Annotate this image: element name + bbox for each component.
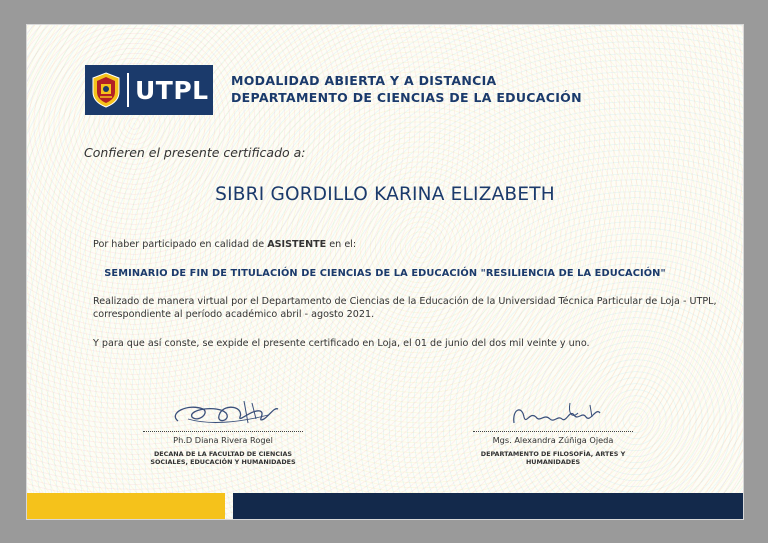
signer-title-line-1: DEPARTAMENTO DE FILOSOFÍA, ARTES Y	[480, 450, 626, 458]
signer-title-line-2: HUMANIDADES	[525, 458, 581, 466]
header-line-2: DEPARTAMENTO DE CIENCIAS DE LA EDUCACIÓN	[231, 90, 582, 105]
signature-image	[478, 395, 628, 431]
signature-block-department	[443, 395, 663, 466]
signer-name: Ph.D Diana Rivera Rogel	[173, 435, 273, 445]
university-crest-icon	[91, 72, 121, 108]
participation-text	[93, 238, 733, 251]
seminar-title: SEMINARIO DE FIN DE TITULACIÓN DE CIENCIAS DE LA EDUCACIÓN "RESILIENCIA DE LA EDUCACIÓN"	[104, 268, 666, 279]
header	[231, 72, 582, 106]
logo-text: UTPL	[135, 75, 209, 105]
signature-image	[148, 395, 298, 431]
signer-name: Mgs. Alexandra Zúñiga Ojeda	[492, 435, 614, 445]
certificate	[26, 24, 744, 520]
conferral-text: Confieren el presente certificado a:	[84, 145, 306, 160]
signature-line	[143, 431, 303, 432]
logo-divider	[127, 73, 129, 107]
signer-title	[113, 450, 333, 466]
signature-block-dean	[113, 395, 333, 466]
realization-text: Realizado de manera virtual por el Departamento de Ciencias de la Educación de la Universidad Técnica Particular de Loja - UTPL, correspondiente al período académico abril - agosto 2021.	[93, 296, 717, 320]
participation-role: ASISTENTE	[267, 239, 327, 250]
participation-before: Por haber participado en calidad de	[93, 239, 268, 250]
issue-text: Y para que así conste, se expide el presente certificado en Loja, el 01 de junio del dos mil veinte y uno.	[93, 338, 590, 349]
recipient-name: SIBRI GORDILLO KARINA ELIZABETH	[215, 184, 555, 205]
footer-bar-yellow	[27, 493, 225, 519]
signer-title	[443, 450, 663, 466]
signature-line	[473, 431, 633, 432]
signer-title-line-2: SOCIALES, EDUCACIÓN Y HUMANIDADES	[150, 458, 296, 466]
footer-bar-navy	[233, 493, 743, 519]
utpl-logo	[85, 65, 213, 115]
signer-title-line-1: DECANA DE LA FACULTAD DE CIENCIAS	[153, 450, 293, 458]
header-line-1: MODALIDAD ABIERTA Y A DISTANCIA	[231, 73, 497, 88]
participation-after: en el:	[326, 239, 357, 250]
